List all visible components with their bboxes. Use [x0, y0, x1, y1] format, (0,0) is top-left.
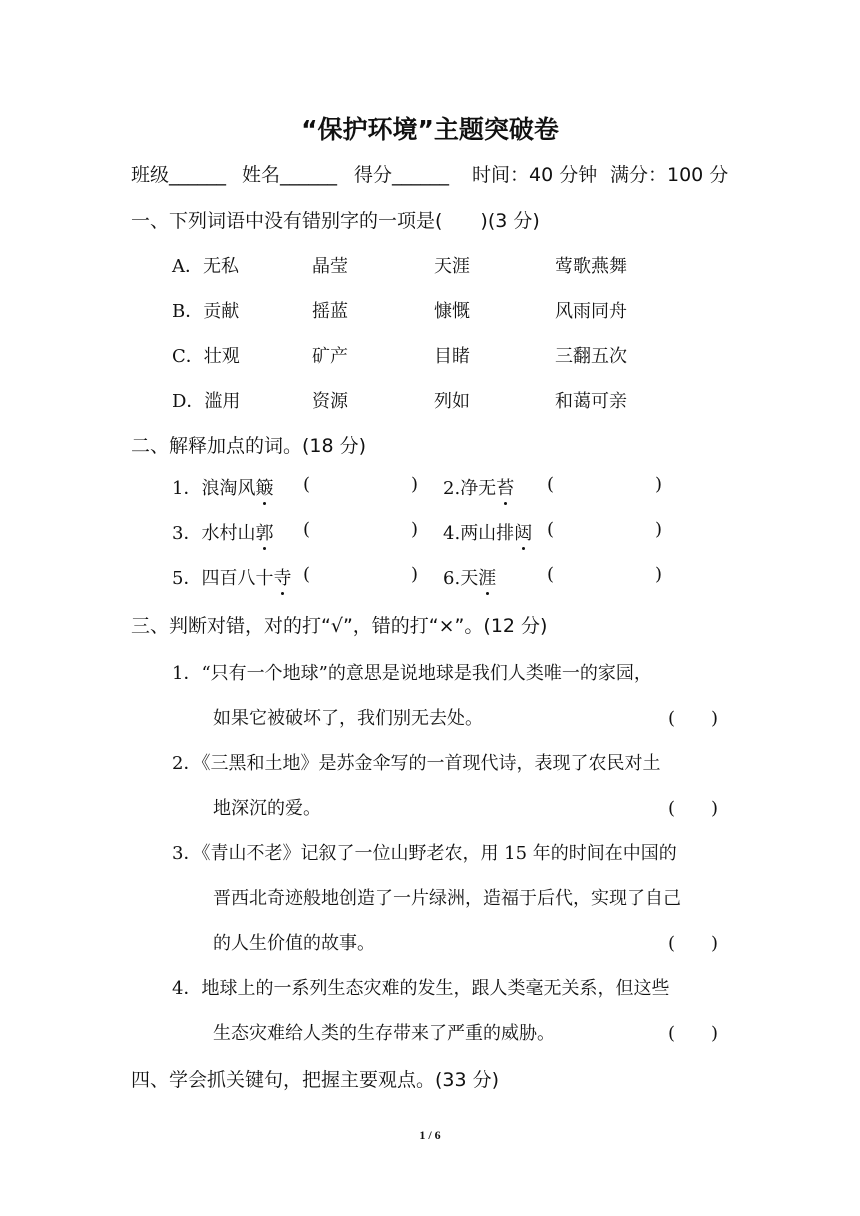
- word-item-3: 3．水村山郭: [172, 519, 273, 545]
- answer-open-1: (: [303, 474, 311, 495]
- option-b-2: 摇蓝: [312, 301, 348, 322]
- answer-blank-1: ( ): [668, 708, 719, 729]
- answer-blank-2: ( ): [668, 798, 719, 819]
- answer-open-2: (: [547, 474, 555, 495]
- option-d-1: D．滥用: [172, 391, 241, 412]
- option-c-3: 目睹: [434, 346, 470, 367]
- class-field: 班级______: [131, 164, 227, 186]
- section-2-heading: 二、解释加点的词。(18 分): [131, 435, 367, 457]
- option-a-4: 莺歌燕舞: [555, 256, 627, 277]
- answer-close-3: ): [411, 519, 419, 540]
- dotted-char: 涯: [478, 564, 496, 590]
- option-d-3: 列如: [434, 391, 470, 412]
- answer-close-6: ): [655, 564, 663, 585]
- time-label: 时间：40 分钟: [472, 164, 598, 186]
- page-title: “保护环境”主题突破卷: [301, 115, 559, 144]
- answer-close-4: ): [655, 519, 663, 540]
- answer-open-3: (: [303, 519, 311, 540]
- answer-blank-4: ( ): [668, 1023, 719, 1044]
- option-c-4: 三翻五次: [555, 346, 627, 367]
- dotted-char: 苔: [496, 474, 514, 500]
- dotted-char: 闼: [514, 519, 532, 545]
- option-d-4: 和蔼可亲: [555, 391, 627, 412]
- dotted-char: 郭: [255, 519, 273, 545]
- answer-close-1: ): [411, 474, 419, 495]
- dotted-char: 簸: [255, 474, 273, 500]
- question-2-line-2: 地深沉的爱。: [213, 798, 321, 819]
- word-item-5: 5．四百八十寺: [172, 564, 291, 590]
- option-a-1: A．无私: [172, 256, 239, 277]
- word-item-6: 6.天涯: [443, 564, 496, 590]
- question-1-line-2: 如果它被破坏了，我们别无去处。: [213, 708, 483, 729]
- answer-close-2: ): [655, 474, 663, 495]
- question-4-line-2: 生态灾难给人类的生存带来了严重的威胁。: [213, 1023, 555, 1044]
- option-c-2: 矿产: [312, 346, 348, 367]
- dotted-char: 寺: [273, 564, 291, 590]
- question-4-line-1: 4．地球上的一系列生态灾难的发生，跟人类毫无关系，但这些: [172, 978, 670, 999]
- word-item-4: 4.两山排闼: [443, 519, 532, 545]
- answer-blank-3: ( ): [668, 933, 719, 954]
- option-a-2: 晶莹: [312, 256, 348, 277]
- name-field: 姓名______: [242, 164, 338, 186]
- section-3-heading: 三、判断对错，对的打“√”，错的打“×”。(12 分): [131, 615, 548, 637]
- question-3-line-2: 晋西北奇迹般地创造了一片绿洲，造福于后代，实现了自己: [213, 888, 681, 909]
- option-b-3: 慷慨: [434, 301, 470, 322]
- option-c-1: C．壮观: [172, 346, 240, 367]
- question-2-line-1: 2．《三黑和土地》是苏金伞写的一首现代诗，表现了农民对土: [172, 753, 661, 774]
- score-field: 得分______: [354, 164, 450, 186]
- answer-open-6: (: [547, 564, 555, 585]
- word-item-1: 1．浪淘风簸: [172, 474, 273, 500]
- word-item-2: 2.净无苔: [443, 474, 514, 500]
- question-3-line-3: 的人生价值的故事。: [213, 933, 375, 954]
- question-3-line-1: 3．《青山不老》记叙了一位山野老农，用 15 年的时间在中国的: [172, 843, 677, 864]
- question-1-line-1: 1．“只有一个地球”的意思是说地球是我们人类唯一的家园，: [172, 663, 652, 684]
- full-score-label: 满分：100 分: [610, 164, 729, 186]
- answer-open-5: (: [303, 564, 311, 585]
- answer-close-5: ): [411, 564, 419, 585]
- option-d-2: 资源: [312, 391, 348, 412]
- page-number: 1 / 6: [419, 1128, 441, 1142]
- option-a-3: 天涯: [434, 256, 470, 277]
- option-b-4: 风雨同舟: [555, 301, 627, 322]
- option-b-1: B．贡献: [172, 301, 240, 322]
- section-1-heading: 一、下列词语中没有错别字的一项是( )(3 分): [131, 210, 540, 232]
- section-4-heading: 四、学会抓关键句，把握主要观点。(33 分): [131, 1069, 500, 1091]
- answer-open-4: (: [547, 519, 555, 540]
